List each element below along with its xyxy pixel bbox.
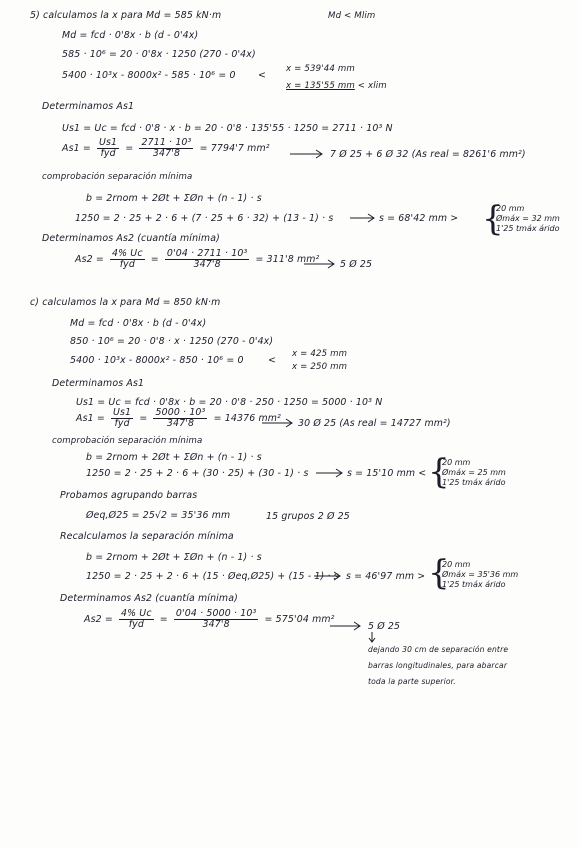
b-as1-frac-2-den: 347'8 <box>152 148 181 159</box>
c-sep-brace: { <box>428 452 450 492</box>
c-note-line-2: barras longitudinales, para abarcar <box>368 661 508 670</box>
c-sep-result: s = 15'10 mm < <box>347 468 427 479</box>
c-equation-1: Md = fcd · 0'8x · b (d - 0'4x) <box>70 318 207 329</box>
section-c-heading: c) calculamos la x para Md = 850 kN·m <box>30 297 221 308</box>
c-comprobacion: comprobación separación mínima <box>52 436 203 446</box>
c-sep-opt-2: Ømáx = 25 mm <box>442 468 506 477</box>
c-as2-eq: = <box>159 614 168 625</box>
c-as2-frac-2-den: 347'8 <box>202 619 230 630</box>
c-eq-diameter: Øeq,Ø25 = 25√2 = 35'36 mm <box>86 510 231 521</box>
b-as2-result: = 311'8 mm² <box>255 254 320 265</box>
arrow-c-sep <box>316 469 342 477</box>
b-as1-eq: = <box>125 143 134 154</box>
arrow-c-as1 <box>262 419 292 427</box>
c-equation-2: 850 · 10⁶ = 20 · 0'8 · x · 1250 (270 - 0'4x) <box>70 336 274 347</box>
b-sep-opt-3: 1'25 tmáx árido <box>496 224 560 233</box>
c-sep-result-2: s = 46'97 mm > <box>346 571 426 582</box>
c-us1-line: Us1 = Uc = fcd · 0'8x · b = 20 · 0'8 · 250 · 1250 = 5000 · 10³ N <box>76 397 383 408</box>
b-equation-2: 585 · 10⁶ = 20 · 0'8x · 1250 (270 - 0'4x) <box>62 49 256 60</box>
section-b-heading: 5) calculamos la x para Md = 585 kN·m <box>30 10 222 21</box>
b-as1-frac-1-num: Us1 <box>99 137 118 148</box>
c-root-1: x = 425 mm <box>292 349 348 359</box>
b-equation-1: Md = fcd · 0'8x · b (d - 0'4x) <box>62 30 199 41</box>
b-det-as2: Determinamos As2 (cuantía mínima) <box>42 233 220 244</box>
c-sep2-brace: { <box>428 553 450 593</box>
c-b-formula-2: b = 2rnom + 2Øt + ΣØn + (n - 1) · s <box>86 552 262 563</box>
b-as1-result: = 7794'7 mm² <box>199 143 270 154</box>
c-as1-frac-2-num: 5000 · 10³ <box>155 407 206 418</box>
c-recalculamos: Recalculamos la separación mínima <box>60 531 234 542</box>
b-as1-frac-1-den: fyd <box>100 148 116 159</box>
c-equation-3: 5400 · 10³x - 8000x² - 850 · 10⁶ = 0 <box>70 355 244 366</box>
b-det-as1: Determinamos As1 <box>42 101 135 112</box>
arrow-b-as2 <box>304 260 334 268</box>
c-as1-frac-2-den: 347'8 <box>166 418 195 429</box>
b-root-2: x = 135'55 mm <box>286 81 355 91</box>
c-grupos: 15 grupos 2 Ø 25 <box>266 511 350 522</box>
c-as1-frac-1-num: Us1 <box>113 407 132 418</box>
c-eq-zero-bracket: < <box>268 355 277 366</box>
c-sep-equation-2: 1250 = 2 · 25 + 2 · 6 + (15 · Øeq,Ø25) + (15 - 1) · s <box>86 571 339 582</box>
b-as2-eq: = <box>150 254 159 265</box>
c-as2-frac-2-num: 0'04 · 5000 · 10³ <box>175 608 257 619</box>
c-as2-frac-1-num: 4% Uc <box>121 608 152 619</box>
b-as2-frac-1-num: 4% Uc <box>112 248 143 259</box>
c-sep2-opt-2: Ømáx = 35'36 mm <box>442 570 519 579</box>
arrow-c-note <box>369 632 375 642</box>
b-b-formula: b = 2rnom + 2Øt + ΣØn + (n - 1) · s <box>86 193 262 204</box>
b-equation-3: 5400 · 10³x - 8000x² - 585 · 10⁶ = 0 <box>62 70 236 81</box>
b-sep-opt-1: 20 mm <box>496 204 525 213</box>
c-sep2-opt-3: 1'25 tmáx árido <box>442 580 506 589</box>
b-as2-frac-2-den: 347'8 <box>193 259 221 270</box>
c-as2-frac-1-den: fyd <box>128 619 144 630</box>
b-root-2-suffix: < xlim <box>354 81 387 91</box>
c-root-2: x = 250 mm <box>292 362 348 372</box>
b-as2-lhs: As2 = <box>75 254 104 265</box>
c-sep-opt-1: 20 mm <box>442 458 471 467</box>
c-as2-result: = 575'04 mm² <box>264 614 335 625</box>
b-as2-frac-1-den: fyd <box>119 259 135 270</box>
c-note-line-3: toda la parte superior. <box>368 677 456 686</box>
b-sep-opt-2: Ømáx = 32 mm <box>496 214 560 223</box>
c-sep2-opt-1: 20 mm <box>442 560 471 569</box>
b-as1-frac-2-num: 2711 · 10³ <box>141 137 192 148</box>
b-as1-bars: 7 Ø 25 + 6 Ø 32 (As real = 8261'6 mm²) <box>330 149 526 160</box>
c-as2-bars: 5 Ø 25 <box>368 621 401 632</box>
c-as1-lhs: As1 = <box>76 413 105 424</box>
arrow-b-sep <box>350 214 374 222</box>
c-sep-opt-3: 1'25 tmáx árido <box>442 478 506 487</box>
c-sep-equation: 1250 = 2 · 25 + 2 · 6 + (30 · 25) + (30 - 1) · s <box>86 468 309 479</box>
c-det-as2: Determinamos As2 (cuantía mínima) <box>60 593 238 604</box>
b-sep-equation: 1250 = 2 · 25 + 2 · 6 + (7 · 25 + 6 · 32) + (13 - 1) · s <box>75 213 334 224</box>
c-det-as1: Determinamos As1 <box>52 378 145 389</box>
b-comprobacion: comprobación separación mínima <box>42 172 193 182</box>
c-as1-bars: 30 Ø 25 (As real = 14727 mm²) <box>298 418 451 429</box>
arrow-b-as1 <box>290 150 322 158</box>
c-as1-eq: = <box>139 413 148 424</box>
c-as1-result: = 14376 mm² <box>213 413 281 424</box>
c-note-line-1: dejando 30 cm de separación entre <box>368 645 509 654</box>
b-sep-result: s = 68'42 mm > <box>379 213 459 224</box>
arrow-c-sep-2 <box>314 572 340 580</box>
c-as2-lhs: As2 = <box>84 614 113 625</box>
b-us1-line: Us1 = Uc = fcd · 0'8 · x · b = 20 · 0'8 · 135'55 · 1250 = 2711 · 10³ N <box>62 123 393 134</box>
b-sep-brace: { <box>482 199 504 239</box>
b-eq-zero-bracket: < <box>258 70 267 81</box>
b-as2-bars: 5 Ø 25 <box>340 259 373 270</box>
c-probamos: Probamos agrupando barras <box>60 490 198 501</box>
b-root-1: x = 539'44 mm <box>286 64 355 74</box>
c-b-formula: b = 2rnom + 2Øt + ΣØn + (n - 1) · s <box>86 452 262 463</box>
c-as1-frac-1-den: fyd <box>114 418 130 429</box>
b-as2-frac-2-num: 0'04 · 2711 · 10³ <box>166 248 248 259</box>
section-b-note: Md < Mlim <box>328 11 376 21</box>
b-as1-lhs: As1 = <box>62 143 91 154</box>
arrow-c-as2 <box>330 622 360 630</box>
